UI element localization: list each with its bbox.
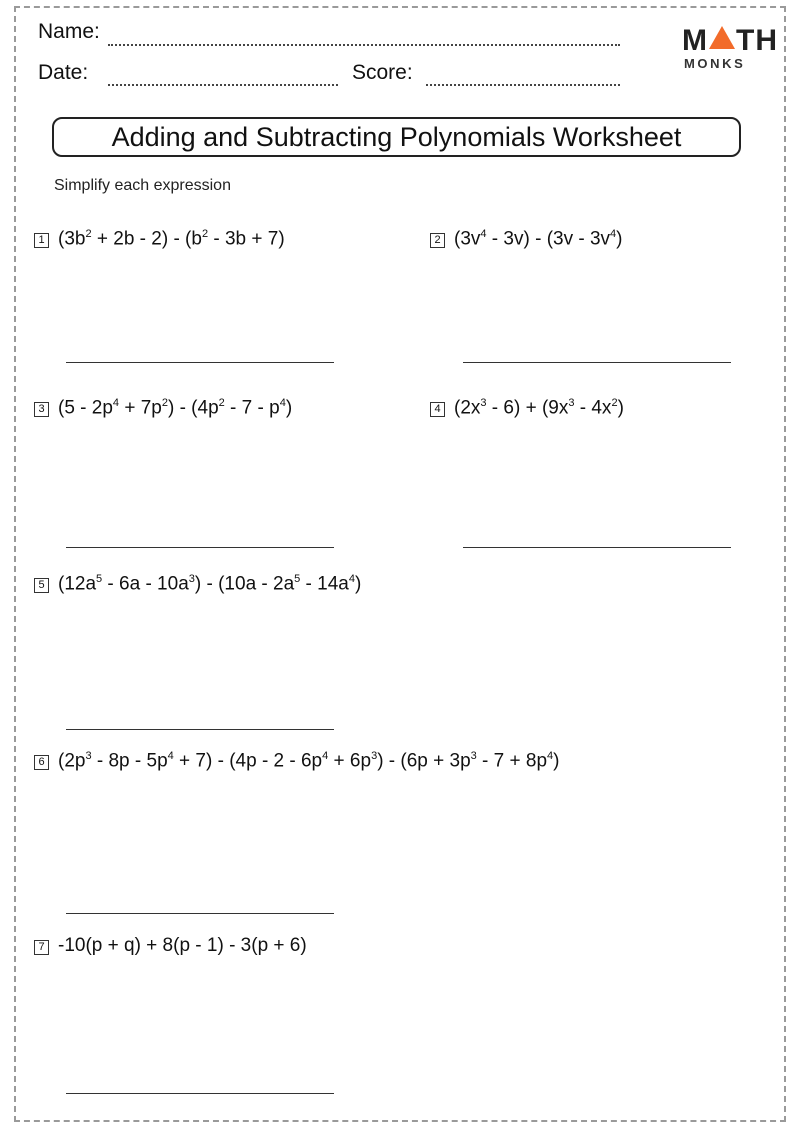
exponent: 4 <box>610 228 617 240</box>
exponent: 3 <box>371 750 378 762</box>
expression-text: - 3v) - (3v - 3v <box>486 228 611 250</box>
problem-number-box: 6 <box>34 755 49 770</box>
answer-line-1[interactable] <box>66 362 334 363</box>
name-label: Name: <box>38 20 100 43</box>
problem-7 <box>34 935 307 957</box>
exponent: 3 <box>470 750 477 762</box>
expression-text: - 3b + 7) <box>208 228 285 250</box>
exponent: 2 <box>201 228 209 240</box>
problem-number-box: 1 <box>34 233 49 248</box>
expression-text: - 4x <box>574 397 612 419</box>
expression-text: + 7) - (4p - 2 - 6p <box>173 750 323 772</box>
expression-text: ) <box>553 750 560 772</box>
name-field[interactable] <box>108 44 620 46</box>
expression-text: - 8p - 5p <box>91 750 168 772</box>
problem-2 <box>430 228 623 250</box>
expression-text: - 14a <box>300 573 349 595</box>
date-field[interactable] <box>108 84 338 86</box>
exponent: 2 <box>161 397 168 409</box>
expression-text: (5 - 2p <box>58 397 113 419</box>
exponent: 3 <box>480 397 487 409</box>
problem-number-box: 5 <box>34 578 49 593</box>
exponent: 5 <box>294 573 301 585</box>
exponent: 4 <box>480 228 487 240</box>
expression-text: + 7p <box>119 397 162 419</box>
score-field[interactable] <box>426 84 620 86</box>
problem-number-box: 4 <box>430 402 445 417</box>
expression-text: ) <box>355 573 362 595</box>
problem-5 <box>34 573 361 595</box>
exponent: 5 <box>96 573 103 585</box>
exponent: 3 <box>188 573 195 585</box>
exponent: 2 <box>218 397 225 409</box>
expression-text: + 6p <box>328 750 372 772</box>
answer-line-5[interactable] <box>66 729 334 730</box>
exponent: 4 <box>348 573 355 585</box>
problem-4 <box>430 397 624 419</box>
logo-subtitle: MONKS <box>684 56 746 71</box>
problem-number-box: 7 <box>34 940 49 955</box>
answer-line-2[interactable] <box>463 362 731 363</box>
logo-letter-m: M <box>682 24 708 57</box>
expression-text: (2x <box>454 397 481 419</box>
date-label: Date: <box>38 61 89 84</box>
expression-text: -10(p + q) + 8(p - 1) - 3(p + 6) <box>58 935 307 956</box>
expression-text: - 7 + 8p <box>476 750 548 772</box>
answer-line-4[interactable] <box>463 547 731 548</box>
expression-text: ) - (10a - 2a <box>194 573 295 595</box>
math-monks-logo <box>682 26 778 56</box>
expression-text: ) - (4p <box>167 397 219 419</box>
score-label: Score: <box>352 61 413 84</box>
expression-text: - 6) + (9x <box>486 397 569 419</box>
exponent: 3 <box>85 750 92 762</box>
expression-text: - 6a - 10a <box>102 573 189 595</box>
expression-text: ) - (6p + 3p <box>377 750 471 772</box>
answer-line-6[interactable] <box>66 913 334 914</box>
expression-text: ) <box>285 397 293 419</box>
expression-text: (12a <box>58 573 97 595</box>
exponent: 2 <box>611 397 618 409</box>
problem-3 <box>34 397 292 419</box>
expression-text: (3b <box>58 228 86 250</box>
expression-text: + 2b - 2) - (b <box>91 228 202 250</box>
problem-number-box: 3 <box>34 402 49 417</box>
expression-text: (3v <box>454 228 481 250</box>
exponent: 4 <box>322 750 329 762</box>
answer-line-3[interactable] <box>66 547 334 548</box>
problem-6 <box>34 750 559 772</box>
exponent: 4 <box>279 397 286 409</box>
expression-text: ) <box>617 397 624 419</box>
exponent: 3 <box>568 397 575 409</box>
exponent: 2 <box>85 228 92 240</box>
answer-line-7[interactable] <box>66 1093 334 1094</box>
instructions: Simplify each expression <box>54 177 231 194</box>
exponent: 4 <box>112 397 120 409</box>
problem-1 <box>34 228 285 250</box>
problem-number-box: 2 <box>430 233 445 248</box>
expression-text: ) <box>616 228 623 250</box>
expression-text: (2p <box>58 750 86 772</box>
exponent: 4 <box>167 750 174 762</box>
expression-text: - 7 - p <box>224 397 280 419</box>
worksheet-title: Adding and Subtracting Polynomials Worksheet <box>52 117 741 157</box>
exponent: 4 <box>547 750 554 762</box>
logo-letters-th: TH <box>736 24 778 57</box>
logo-triangle-icon <box>709 26 735 49</box>
